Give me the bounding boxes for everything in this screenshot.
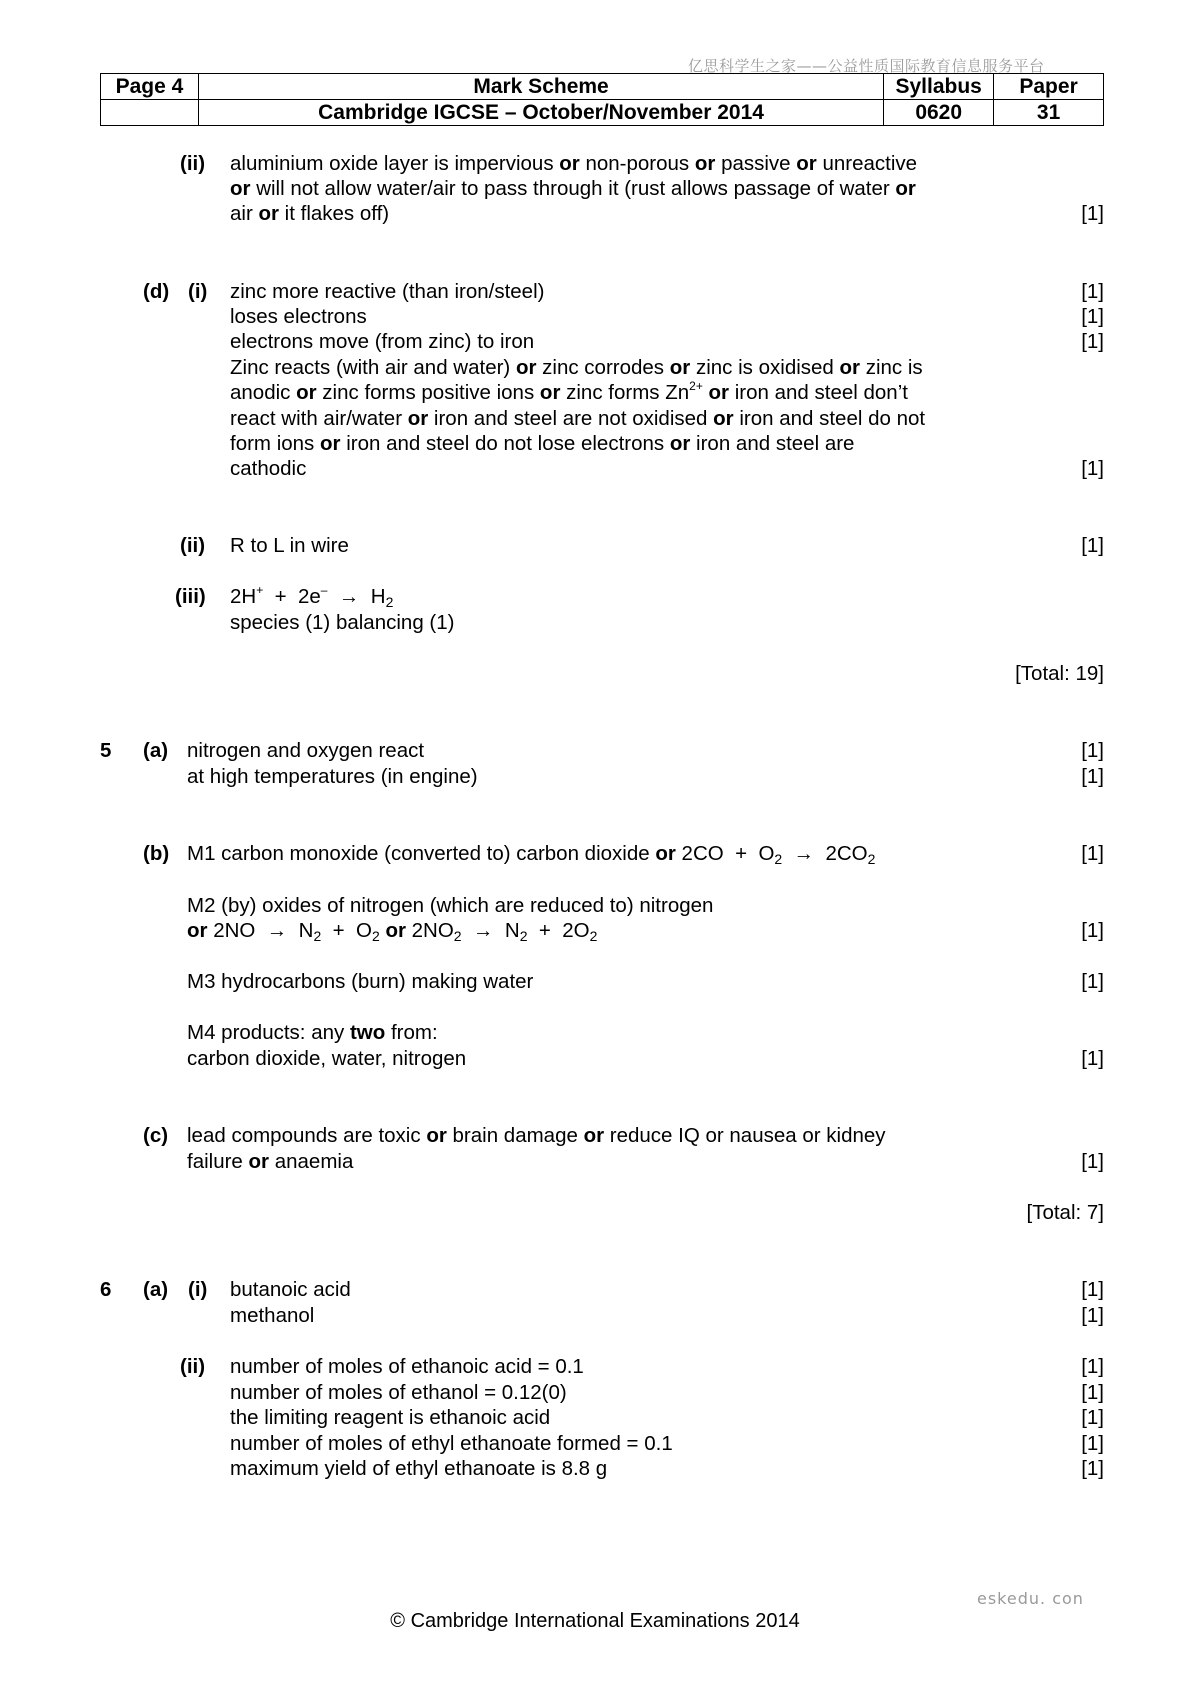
q6-number: 6	[100, 1278, 112, 1301]
q6a-ii-line-3: the limiting reagent is ethanoic acid	[230, 1406, 551, 1429]
q6a-ii-line-4: number of moles of ethyl ethanoate formed = 0.1	[230, 1432, 673, 1455]
q5c-line-2: failure or anaemia	[187, 1150, 354, 1173]
q5c-label: (c)	[143, 1124, 169, 1147]
q6a-i-line-2: methanol	[230, 1304, 315, 1327]
header-empty-cell	[101, 100, 199, 126]
q4d-i-label: (i)	[188, 280, 208, 303]
q5b-m3: M3 hydrocarbons (burn) making water	[187, 970, 534, 993]
q4d-label: (d)	[143, 280, 170, 303]
q6a-ii-line-5: maximum yield of ethyl ethanoate is 8.8 g	[230, 1457, 608, 1480]
watermark-top: 亿思科学生之家——公益性质国际教育信息服务平台	[688, 57, 1045, 75]
header-table	[100, 73, 1104, 126]
mark: [1]	[1081, 1406, 1104, 1429]
syllabus-label: Syllabus	[884, 74, 994, 100]
q6a-i-line-1: butanoic acid	[230, 1278, 351, 1301]
paper-label: Paper	[994, 74, 1104, 100]
q4d-i-line-1: zinc more reactive (than iron/steel)	[230, 280, 545, 303]
q6a-ii-label: (ii)	[180, 1355, 206, 1378]
q4d-i-line-7: form ions or iron and steel do not lose electrons or iron and steel are	[230, 432, 855, 455]
page-subtitle: Cambridge IGCSE – October/November 2014	[198, 100, 883, 126]
mark: [1]	[1081, 330, 1104, 353]
q5b-m2-line-2: or $2NO \to N_2 + O_2$ or $2NO_2 \to N_2 + 2O_2$	[187, 919, 598, 944]
q5c-line-1: lead compounds are toxic or brain damage or reduce IQ or nausea or kidney	[187, 1124, 886, 1147]
q4d-i-line-8: cathodic	[230, 457, 307, 480]
mark: [1]	[1081, 739, 1104, 762]
q6a-ii-line-2: number of moles of ethanol = 0.12(0)	[230, 1381, 567, 1404]
q5b-m1: M1 carbon monoxide (converted to) carbon dioxide or $2CO + O_2 \to 2CO_2$	[187, 842, 876, 867]
mark: [1]	[1081, 534, 1104, 557]
mark: [1]	[1081, 280, 1104, 303]
mark: [1]	[1081, 1432, 1104, 1455]
q4d-iii-note: species (1) balancing (1)	[230, 611, 455, 634]
q4d-i-line-2: loses electrons	[230, 305, 367, 328]
q5b-label: (b)	[143, 842, 170, 865]
q4c-ii-line-3: air or it flakes off)	[230, 202, 390, 225]
q5a-line-2: at high temperatures (in engine)	[187, 765, 478, 788]
footer-copyright: © Cambridge International Examinations 2014	[390, 1610, 800, 1632]
q5b-m4-line-2: carbon dioxide, water, nitrogen	[187, 1047, 467, 1070]
mark: [1]	[1081, 919, 1104, 942]
mark: [1]	[1081, 1304, 1104, 1327]
syllabus-value: 0620	[884, 100, 994, 126]
q4d-ii-label: (ii)	[180, 534, 206, 557]
q4d-ii-text: R to L in wire	[230, 534, 349, 557]
q5b-m4-line-1: M4 products: any two from:	[187, 1021, 438, 1044]
mark: [1]	[1081, 765, 1104, 788]
mark: [1]	[1081, 202, 1104, 225]
mark: [1]	[1081, 1457, 1104, 1480]
q5a-line-1: nitrogen and oxygen react	[187, 739, 425, 762]
mark: [1]	[1081, 1381, 1104, 1404]
mark: [1]	[1081, 457, 1104, 480]
q4d-i-line-6: react with air/water or iron and steel are not oxidised or iron and steel do not	[230, 407, 926, 430]
mark: [1]	[1081, 1355, 1104, 1378]
q4c-ii-line-2: or will not allow water/air to pass through it (rust allows passage of water or	[230, 177, 916, 200]
q5b-m2-line-1: M2 (by) oxides of nitrogen (which are reduced to) nitrogen	[187, 894, 714, 917]
q4c-ii-label: (ii)	[180, 152, 206, 175]
mark: [1]	[1081, 842, 1104, 865]
q4d-i-line-5: anodic or zinc forms positive ions or zinc forms $Zn^{2+}$ or iron and steel don’t	[230, 379, 908, 404]
mark: [1]	[1081, 1150, 1104, 1173]
mark: [1]	[1081, 1278, 1104, 1301]
q4d-iii-label: (iii)	[175, 585, 206, 608]
watermark-bottom: eskedu. con	[977, 1589, 1084, 1608]
q5a-label: (a)	[143, 739, 169, 762]
q6a-ii-line-1: number of moles of ethanoic acid = 0.1	[230, 1355, 584, 1378]
q6a-i-label: (i)	[188, 1278, 208, 1301]
q5-total: [Total: 7]	[1026, 1201, 1104, 1224]
paper-value: 31	[994, 100, 1104, 126]
mark: [1]	[1081, 305, 1104, 328]
q4d-i-line-3: electrons move (from zinc) to iron	[230, 330, 535, 353]
q5-number: 5	[100, 739, 112, 762]
page-number: Page 4	[101, 74, 199, 100]
mark: [1]	[1081, 1047, 1104, 1070]
page-title: Mark Scheme	[198, 74, 883, 100]
q4d-iii-equation: $2H^+ + 2e^- \to H_2$	[230, 583, 394, 610]
q6a-label: (a)	[143, 1278, 169, 1301]
q4d-i-line-4: Zinc reacts (with air and water) or zinc corrodes or zinc is oxidised or zinc is	[230, 356, 923, 379]
q4c-ii-line-1: aluminium oxide layer is impervious or non-porous or passive or unreactive	[230, 152, 918, 175]
mark: [1]	[1081, 970, 1104, 993]
q4-total: [Total: 19]	[1015, 662, 1104, 685]
